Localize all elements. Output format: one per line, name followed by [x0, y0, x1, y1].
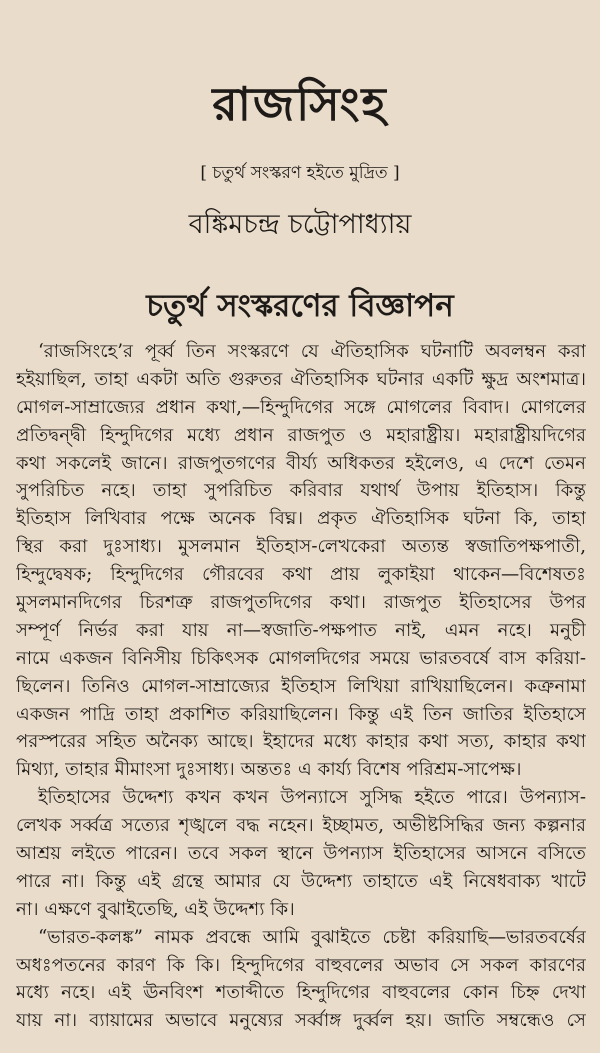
text-line: ইতিহাস লিখিবার পক্ষে অনেক বিঘ্ন। প্রকৃত ঐতিহাসিক ঘটনা কি, তাহা — [16, 508, 586, 530]
text-line: মধ্যে নহে। এই ঊনবিংশ শতাব্দীতে হিন্দুদিগের বাহুবলের কোন চিহ্ন দেখা — [16, 982, 586, 1004]
text-line: পরস্পরের সহিত অনৈক্য আছে। ইহাদের মধ্যে কাহার কথা সত্য, কাহার কথা — [16, 731, 586, 753]
text-line: পারে না। কিন্তু এই গ্রন্থে আমার যে উদ্দেশ্য তাহাতে এই নিষেধবাক্য খাটে — [16, 870, 586, 892]
text-line: মোগল-সাম্রাজ্যের প্রধান কথা,—হিন্দুদিগের সঙ্গে মোগলের বিবাদ। মোগলের — [16, 396, 586, 418]
text-line: লেখক সর্ব্বত্র সত্যের শৃঙ্খলে বদ্ধ নহেন। ইচ্ছামত, অভীষ্টসিদ্ধির জন্য কল্পনার — [16, 815, 586, 837]
text-line: প্রতিদ্বন্দ্বী হিন্দুদিগের মধ্যে প্রধান রাজপুত ও মহারাষ্ট্রীয়। মহারাষ্ট্রীয়দিগের — [16, 424, 586, 446]
text-line: হইয়াছিল, তাহা একটা অতি গুরুতর ঐতিহাসিক ঘটনার একটি ক্ষুদ্র অংশমাত্র। — [16, 368, 586, 390]
text-line: স্থির করা দুঃসাধ্য। মুসলমান ইতিহাস-লেখকেরা অত্যন্ত স্বজাতিপক্ষপাতী, — [16, 536, 586, 558]
text-line: অধঃপতনের কারণ কি কি। হিন্দুদিগের বাহুবলের অভাব সে সকল কারণের — [16, 954, 586, 976]
book-title: রাজসিংহ — [212, 77, 388, 131]
text-line: আশ্রয় লইতে পারেন। তবে সকল স্থানে উপন্যাস ইতিহাসের আসনে বসিতে — [16, 843, 586, 865]
text-line: না। এক্ষণে বুঝাইতেছি, এই উদ্দেশ্য কি। — [16, 898, 295, 920]
body-text — [16, 338, 586, 1035]
text-line: নামে একজন বিনিসীয় চিকিৎসক মোগলদিগের সময়ে ভারতবর্ষে বাস করিয়া- — [16, 647, 586, 669]
text-line: সুপরিচিত নহে। তাহা সুপরিচিত করিবার যথার্থ উপায় ইতিহাস। কিন্তু — [16, 480, 586, 502]
text-line: যায় না। ব্যায়ামের অভাবে মনুষ্যের সর্ব্বাঙ্গ দুর্ব্বল হয়। জাতি সম্বন্ধেও সে — [16, 1010, 586, 1032]
text-line: “ভারত-কলঙ্ক” নামক প্রবন্ধে আমি বুঝাইতে চেষ্টা করিয়াছি—ভারতবর্ষের — [38, 926, 586, 948]
author-name: বঙ্কিমচন্দ্র চট্টোপাধ্যায় — [188, 209, 412, 240]
text-line: সম্পূর্ণ নির্ভর করা যায় না—স্বজাতি-পক্ষপাত নাই, এমন নহে। মনুচী — [16, 619, 586, 641]
text-line: মুসলমানদিগের চিরশত্রু রাজপুতদিগের কথা। রাজপুত ইতিহাসের উপর — [16, 592, 586, 614]
text-line: একজন পাদ্রি তাহা প্রকাশিত করিয়াছিলেন। কিন্তু এই তিন জাতির ইতিহাসে — [16, 703, 586, 725]
text-line: হিন্দুদ্বেষক; হিন্দুদিগের গৌরবের কথা প্রায় লুকাইয়া থাকেন—বিশেষতঃ — [16, 564, 586, 586]
edition-note: [ চতুর্থ সংস্করণ হইতে মুদ্রিত ] — [200, 163, 400, 183]
text-line: ছিলেন। তিনিও মোগল-সাম্রাজ্যের ইতিহাস লিখিয়া রাখিয়াছিলেন। কত্রুনামা — [16, 675, 586, 697]
text-line: ইতিহাসের উদ্দেশ্য কখন কখন উপন্যাসে সুসিদ্ধ হইতে পারে। উপন্যাস- — [38, 787, 586, 809]
text-line: কথা সকলেই জানে। রাজপুতগণের বীর্য্য অধিকতর হইলেও, এ দেশে তেমন — [16, 452, 586, 474]
text-line: মিথ্যা, তাহার মীমাংসা দুঃসাধ্য। অন্ততঃ এ কার্য্য বিশেষ পরিশ্রম-সাপেক্ষ। — [16, 759, 522, 781]
section-heading: চতুর্থ সংস্করণের বিজ্ঞাপন — [146, 288, 454, 324]
text-line: ‘রাজসিংহে’র পূর্ব্ব তিন সংস্করণে যে ঐতিহাসিক ঘটনাটি অবলম্বন করা — [38, 341, 586, 362]
